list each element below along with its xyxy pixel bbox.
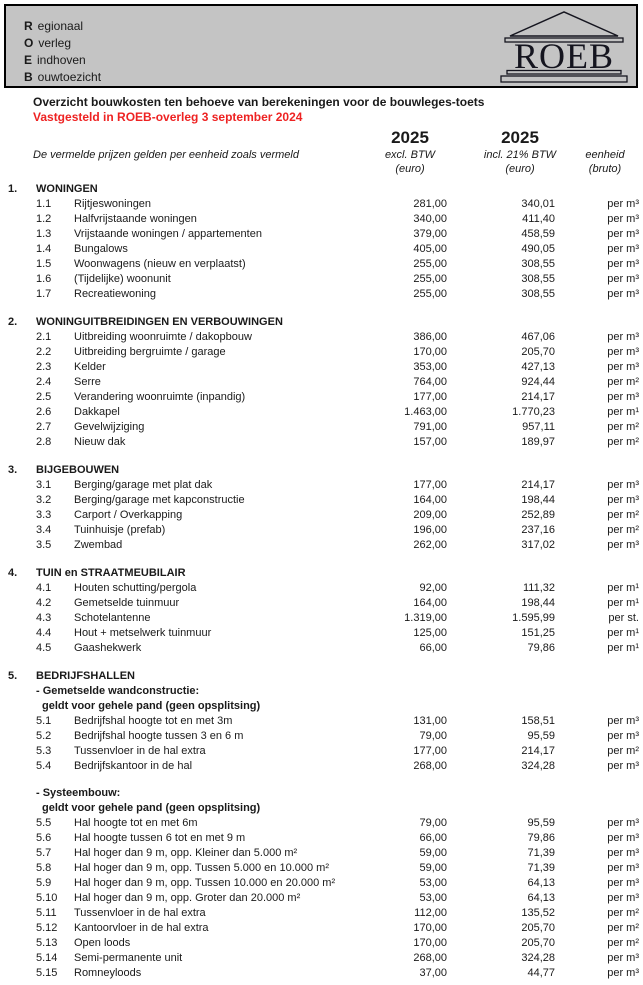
table-row bbox=[0, 420, 643, 435]
subsection-heading: - Gemetselde wandconstructie: bbox=[36, 685, 200, 697]
table-row bbox=[0, 523, 643, 538]
price-incl: 411,40 bbox=[522, 213, 555, 225]
price-incl: 1.770,23 bbox=[512, 406, 555, 418]
row-label: Semi-permanente unit bbox=[74, 952, 183, 964]
section-title: WONINGEN bbox=[36, 183, 98, 195]
row-unit: per m² bbox=[607, 937, 639, 949]
row-unit: per m³ bbox=[607, 198, 639, 210]
roeb-logo-icon bbox=[498, 10, 630, 84]
price-incl: 957,11 bbox=[522, 421, 555, 433]
row-number: 1.3 bbox=[36, 228, 52, 240]
table-row bbox=[0, 876, 643, 891]
col-incl-currency: (euro) bbox=[505, 163, 535, 175]
row-unit: per m² bbox=[607, 745, 639, 757]
price-excl: 379,00 bbox=[413, 228, 447, 240]
row-unit: per m³ bbox=[607, 832, 639, 844]
price-incl: 427,13 bbox=[521, 361, 555, 373]
row-label: Uitbreiding bergruimte / garage bbox=[74, 346, 226, 358]
row-unit: per m³ bbox=[607, 331, 639, 343]
row-number: 3.5 bbox=[36, 539, 52, 551]
row-unit: per m¹ bbox=[607, 597, 639, 609]
price-excl: 112,00 bbox=[414, 907, 447, 919]
col-excl-currency: (euro) bbox=[395, 163, 425, 175]
price-incl: 467,06 bbox=[521, 331, 555, 343]
table-row bbox=[0, 846, 643, 861]
price-excl: 164,00 bbox=[413, 494, 447, 506]
price-incl: 151,25 bbox=[521, 627, 555, 639]
price-excl: 177,00 bbox=[413, 479, 447, 491]
price-excl: 53,00 bbox=[419, 892, 447, 904]
price-incl: 1.595,99 bbox=[512, 612, 555, 624]
row-label: Uitbreiding woonruimte / dakopbouw bbox=[74, 331, 252, 343]
row-unit: per m² bbox=[607, 421, 639, 433]
row-label: Hal hoger dan 9 m, opp. Tussen 5.000 en 10.000 m² bbox=[74, 862, 329, 874]
row-number: 5.4 bbox=[36, 760, 52, 772]
section-tuin-straatmeubilair bbox=[0, 566, 643, 656]
table-row bbox=[0, 242, 643, 257]
section-title: BEDRIJFSHALLEN bbox=[36, 670, 136, 682]
section-number: 3. bbox=[8, 464, 18, 476]
row-label: Halfvrijstaande woningen bbox=[74, 213, 197, 225]
row-unit: per m³ bbox=[607, 715, 639, 727]
acronym-rest: egionaal bbox=[37, 19, 84, 33]
col-excl-year: 2025 bbox=[391, 128, 429, 147]
row-label: Nieuw dak bbox=[74, 436, 126, 448]
subsection-note: geldt voor gehele pand (geen opsplitsing) bbox=[42, 802, 261, 814]
table-row bbox=[0, 759, 643, 774]
table-row bbox=[0, 714, 643, 729]
row-unit: per m² bbox=[607, 907, 639, 919]
table-row bbox=[0, 966, 643, 981]
price-incl: 189,97 bbox=[521, 436, 555, 448]
table-row bbox=[0, 951, 643, 966]
section-header bbox=[0, 566, 643, 581]
price-incl: 340,01 bbox=[521, 198, 555, 210]
price-excl: 1.319,00 bbox=[404, 612, 447, 624]
col-unit-sub: (bruto) bbox=[588, 163, 622, 175]
row-label: Vrijstaande woningen / appartementen bbox=[74, 228, 262, 240]
acronym-rest: indhoven bbox=[37, 53, 86, 67]
row-number: 1.6 bbox=[36, 273, 52, 285]
row-unit: per m³ bbox=[607, 346, 639, 358]
row-label: Hal hoger dan 9 m, opp. Tussen 10.000 en 20.000 m² bbox=[74, 877, 336, 889]
row-number: 1.1 bbox=[36, 198, 52, 210]
row-label: Schotelantenne bbox=[74, 612, 151, 624]
table-row bbox=[0, 478, 643, 493]
price-incl: 79,86 bbox=[527, 642, 555, 654]
table-row bbox=[0, 831, 643, 846]
row-label: Dakkapel bbox=[74, 406, 120, 418]
table-row bbox=[0, 493, 643, 508]
row-number: 1.7 bbox=[36, 288, 52, 300]
price-excl: 268,00 bbox=[413, 952, 447, 964]
price-excl: 262,00 bbox=[413, 539, 447, 551]
row-number: 5.15 bbox=[36, 967, 58, 979]
row-unit: per m² bbox=[607, 436, 639, 448]
section-title: TUIN en STRAATMEUBILAIR bbox=[36, 567, 186, 579]
row-number: 5.1 bbox=[36, 715, 52, 727]
intro-note: De vermelde prijzen gelden per eenheid zoals vermeld bbox=[33, 149, 299, 161]
price-excl: 170,00 bbox=[413, 937, 447, 949]
price-incl: 490,05 bbox=[521, 243, 555, 255]
price-incl: 237,16 bbox=[521, 524, 555, 536]
row-label: Verandering woonruimte (inpandig) bbox=[74, 391, 246, 403]
row-unit: per m³ bbox=[607, 847, 639, 859]
price-excl: 53,00 bbox=[419, 877, 447, 889]
table-row bbox=[0, 936, 643, 951]
table-row bbox=[0, 272, 643, 287]
row-number: 2.4 bbox=[36, 376, 52, 388]
subsection-systeembouw bbox=[0, 786, 643, 981]
cost-table bbox=[0, 182, 643, 981]
row-label: Kantoorvloer in de hal extra bbox=[74, 922, 209, 934]
row-number: 5.13 bbox=[36, 937, 58, 949]
table-row bbox=[0, 626, 643, 641]
page-title: Overzicht bouwkosten ten behoeve van berekeningen voor de bouwleges-toets bbox=[33, 95, 485, 109]
price-excl: 255,00 bbox=[413, 273, 447, 285]
row-number: 1.5 bbox=[36, 258, 52, 270]
price-excl: 255,00 bbox=[413, 288, 447, 300]
section-header bbox=[0, 315, 643, 330]
price-excl: 340,00 bbox=[413, 213, 447, 225]
price-excl: 353,00 bbox=[413, 361, 447, 373]
row-unit: per m³ bbox=[607, 862, 639, 874]
price-incl: 324,28 bbox=[521, 760, 555, 772]
row-label: Hal hoogte tot en met 6m bbox=[74, 817, 198, 829]
row-unit: per m¹ bbox=[607, 582, 639, 594]
price-incl: 44,77 bbox=[527, 967, 555, 979]
row-unit: per m³ bbox=[607, 258, 639, 270]
row-label: (Tijdelijke) woonunit bbox=[74, 273, 171, 285]
row-unit: per m³ bbox=[607, 817, 639, 829]
row-number: 2.8 bbox=[36, 436, 52, 448]
table-row bbox=[0, 581, 643, 596]
row-number: 5.14 bbox=[36, 952, 58, 964]
price-excl: 92,00 bbox=[419, 582, 447, 594]
row-label: Tussenvloer in de hal extra bbox=[74, 745, 206, 757]
row-unit: per m² bbox=[607, 509, 639, 521]
table-row bbox=[0, 596, 643, 611]
subsection-heading: - Systeembouw: bbox=[36, 787, 121, 799]
section-header bbox=[0, 669, 643, 684]
row-number: 5.11 bbox=[36, 907, 57, 919]
table-row bbox=[0, 197, 643, 212]
row-label: Berging/garage met kapconstructie bbox=[74, 494, 245, 506]
price-incl: 317,02 bbox=[521, 539, 555, 551]
row-label: Gaashekwerk bbox=[74, 642, 142, 654]
price-excl: 131,00 bbox=[413, 715, 447, 727]
acronym-rest: ouwtoezicht bbox=[37, 70, 102, 84]
price-incl: 135,52 bbox=[521, 907, 555, 919]
table-row bbox=[0, 744, 643, 759]
price-excl: 405,00 bbox=[413, 243, 447, 255]
col-incl-label: incl. 21% BTW bbox=[483, 149, 557, 161]
row-label: Woonwagens (nieuw en verplaatst) bbox=[74, 258, 246, 270]
row-number: 2.1 bbox=[36, 331, 52, 343]
price-excl: 164,00 bbox=[413, 597, 447, 609]
row-unit: per st. bbox=[608, 612, 639, 624]
row-label: Recreatiewoning bbox=[74, 288, 156, 300]
table-row bbox=[0, 405, 643, 420]
row-unit: per m² bbox=[607, 922, 639, 934]
row-label: Houten schutting/pergola bbox=[74, 582, 197, 594]
price-incl: 205,70 bbox=[521, 922, 555, 934]
table-row bbox=[0, 345, 643, 360]
price-incl: 308,55 bbox=[521, 273, 555, 285]
price-excl: 255,00 bbox=[413, 258, 447, 270]
price-incl: 214,17 bbox=[521, 745, 555, 757]
price-incl: 198,44 bbox=[521, 494, 555, 506]
row-label: Zwembad bbox=[74, 539, 123, 551]
row-label: Hal hoger dan 9 m, opp. Kleiner dan 5.000 m² bbox=[74, 847, 298, 859]
row-label: Gemetselde tuinmuur bbox=[74, 597, 180, 609]
row-number: 5.10 bbox=[36, 892, 58, 904]
row-unit: per m³ bbox=[607, 479, 639, 491]
price-excl: 37,00 bbox=[419, 967, 447, 979]
table-row bbox=[0, 360, 643, 375]
acronym-initial: O bbox=[24, 36, 34, 50]
price-excl: 170,00 bbox=[413, 922, 447, 934]
row-label: Open loods bbox=[74, 937, 131, 949]
section-bijgebouwen bbox=[0, 463, 643, 553]
row-number: 2.6 bbox=[36, 406, 52, 418]
table-row bbox=[0, 611, 643, 626]
row-label: Bedrijfshal hoogte tussen 3 en 6 m bbox=[74, 730, 244, 742]
price-excl: 66,00 bbox=[419, 832, 447, 844]
section-header bbox=[0, 463, 643, 478]
price-incl: 924,44 bbox=[521, 376, 555, 388]
price-incl: 71,39 bbox=[527, 847, 555, 859]
price-excl: 764,00 bbox=[413, 376, 447, 388]
row-label: Rijtjeswoningen bbox=[74, 198, 152, 210]
row-unit: per m³ bbox=[607, 892, 639, 904]
table-row bbox=[0, 508, 643, 523]
section-title: BIJGEBOUWEN bbox=[36, 464, 120, 476]
row-number: 5.6 bbox=[36, 832, 52, 844]
price-excl: 157,00 bbox=[413, 436, 447, 448]
row-label: Tussenvloer in de hal extra bbox=[74, 907, 206, 919]
row-label: Kelder bbox=[74, 361, 106, 373]
col-incl-year: 2025 bbox=[501, 128, 539, 147]
price-excl: 281,00 bbox=[413, 198, 447, 210]
letterhead-box bbox=[4, 4, 638, 88]
price-incl: 198,44 bbox=[521, 597, 555, 609]
price-incl: 158,51 bbox=[521, 715, 555, 727]
table-row bbox=[0, 212, 643, 227]
row-number: 5.12 bbox=[36, 922, 58, 934]
section-header bbox=[0, 182, 643, 197]
row-unit: per m³ bbox=[607, 213, 639, 225]
row-label: Carport / Overkapping bbox=[74, 509, 183, 521]
price-excl: 177,00 bbox=[413, 391, 447, 403]
row-number: 4.1 bbox=[36, 582, 52, 594]
section-number: 2. bbox=[8, 316, 18, 328]
row-label: Berging/garage met plat dak bbox=[74, 479, 213, 491]
table-row bbox=[0, 330, 643, 345]
column-header bbox=[0, 128, 643, 182]
price-excl: 196,00 bbox=[413, 524, 447, 536]
table-row bbox=[0, 861, 643, 876]
price-excl: 79,00 bbox=[419, 730, 447, 742]
price-excl: 79,00 bbox=[419, 817, 447, 829]
row-number: 4.2 bbox=[36, 597, 52, 609]
row-unit: per m³ bbox=[607, 877, 639, 889]
price-excl: 386,00 bbox=[413, 331, 447, 343]
subsection-note: geldt voor gehele pand (geen opsplitsing) bbox=[42, 700, 261, 712]
table-row bbox=[0, 390, 643, 405]
row-number: 5.8 bbox=[36, 862, 52, 874]
row-number: 2.2 bbox=[36, 346, 52, 358]
price-excl: 791,00 bbox=[413, 421, 447, 433]
row-label: Tuinhuisje (prefab) bbox=[74, 524, 166, 536]
price-incl: 308,55 bbox=[521, 258, 555, 270]
table-row bbox=[0, 921, 643, 936]
acronym-initial: B bbox=[24, 70, 33, 84]
price-incl: 252,89 bbox=[521, 509, 555, 521]
row-label: Bungalows bbox=[74, 243, 128, 255]
row-number: 5.9 bbox=[36, 877, 52, 889]
row-number: 3.4 bbox=[36, 524, 52, 536]
col-excl-label: excl. BTW bbox=[384, 149, 436, 161]
price-incl: 214,17 bbox=[521, 479, 555, 491]
row-number: 2.3 bbox=[36, 361, 52, 373]
row-label: Hout + metselwerk tuinmuur bbox=[74, 627, 212, 639]
acronym-initial: R bbox=[24, 19, 33, 33]
price-excl: 59,00 bbox=[419, 847, 447, 859]
roeb-logo-text: ROEB bbox=[513, 36, 615, 76]
row-unit: per m³ bbox=[607, 967, 639, 979]
row-number: 1.2 bbox=[36, 213, 52, 225]
table-row bbox=[0, 287, 643, 302]
price-excl: 209,00 bbox=[413, 509, 447, 521]
price-excl: 125,00 bbox=[413, 627, 447, 639]
row-unit: per m³ bbox=[607, 228, 639, 240]
subsection-gemetselde-wandconstructie bbox=[0, 684, 643, 774]
price-incl: 214,17 bbox=[521, 391, 555, 403]
row-unit: per m³ bbox=[607, 494, 639, 506]
price-excl: 59,00 bbox=[419, 862, 447, 874]
table-row bbox=[0, 816, 643, 831]
table-row bbox=[0, 257, 643, 272]
row-unit: per m¹ bbox=[607, 642, 639, 654]
row-number: 5.7 bbox=[36, 847, 52, 859]
row-unit: per m² bbox=[607, 524, 639, 536]
price-incl: 95,59 bbox=[527, 730, 555, 742]
row-label: Hal hoger dan 9 m, opp. Groter dan 20.000 m² bbox=[74, 892, 301, 904]
price-excl: 177,00 bbox=[413, 745, 447, 757]
row-unit: per m³ bbox=[607, 361, 639, 373]
row-label: Bedrijfshal hoogte tot en met 3m bbox=[74, 715, 233, 727]
table-row bbox=[0, 729, 643, 744]
price-incl: 205,70 bbox=[521, 937, 555, 949]
section-number: 5. bbox=[8, 670, 18, 682]
price-incl: 71,39 bbox=[527, 862, 555, 874]
table-row bbox=[0, 641, 643, 656]
row-label: Hal hoogte tussen 6 tot en met 9 m bbox=[74, 832, 246, 844]
row-unit: per m³ bbox=[607, 952, 639, 964]
row-number: 4.4 bbox=[36, 627, 52, 639]
price-incl: 95,59 bbox=[527, 817, 555, 829]
row-number: 5.2 bbox=[36, 730, 52, 742]
row-unit: per m³ bbox=[607, 730, 639, 742]
row-number: 4.3 bbox=[36, 612, 52, 624]
row-number: 5.3 bbox=[36, 745, 52, 757]
table-row bbox=[0, 435, 643, 450]
section-bedrijfshallen bbox=[0, 669, 643, 981]
row-number: 2.5 bbox=[36, 391, 52, 403]
acronym-rest: verleg bbox=[38, 36, 72, 50]
section-number: 4. bbox=[8, 567, 18, 579]
row-unit: per m¹ bbox=[607, 406, 639, 418]
row-number: 3.3 bbox=[36, 509, 52, 521]
price-incl: 324,28 bbox=[521, 952, 555, 964]
price-incl: 111,32 bbox=[522, 582, 555, 594]
price-incl: 79,86 bbox=[527, 832, 555, 844]
section-title: WONINGUITBREIDINGEN EN VERBOUWINGEN bbox=[36, 316, 283, 328]
table-row bbox=[0, 375, 643, 390]
price-incl: 64,13 bbox=[527, 877, 555, 889]
row-label: Serre bbox=[74, 376, 101, 388]
row-unit: per m² bbox=[607, 376, 639, 388]
price-incl: 308,55 bbox=[521, 288, 555, 300]
acronym-initial: E bbox=[24, 53, 33, 67]
price-incl: 64,13 bbox=[527, 892, 555, 904]
col-unit-header bbox=[535, 148, 643, 176]
row-unit: per m³ bbox=[607, 273, 639, 285]
subtitle-red: Vastgesteld in ROEB-overleg 3 september 2024 bbox=[33, 110, 303, 124]
row-number: 3.1 bbox=[36, 479, 52, 491]
price-incl: 458,59 bbox=[521, 228, 555, 240]
row-number: 3.2 bbox=[36, 494, 52, 506]
row-unit: per m³ bbox=[607, 760, 639, 772]
row-unit: per m³ bbox=[607, 243, 639, 255]
section-woninguitbreidingen bbox=[0, 315, 643, 450]
table-row bbox=[0, 538, 643, 553]
price-incl: 205,70 bbox=[521, 346, 555, 358]
row-number: 5.5 bbox=[36, 817, 52, 829]
table-row bbox=[0, 906, 643, 921]
price-excl: 268,00 bbox=[413, 760, 447, 772]
row-label: Bedrijfskantoor in de hal bbox=[74, 760, 193, 772]
col-unit-label: eenheid bbox=[585, 149, 625, 161]
row-number: 2.7 bbox=[36, 421, 52, 433]
row-unit: per m³ bbox=[607, 391, 639, 403]
row-label: Gevelwijziging bbox=[74, 421, 145, 433]
price-excl: 170,00 bbox=[413, 346, 447, 358]
row-unit: per m³ bbox=[607, 288, 639, 300]
section-woningen bbox=[0, 182, 643, 302]
price-excl: 1.463,00 bbox=[404, 406, 447, 418]
section-number: 1. bbox=[8, 183, 18, 195]
row-number: 4.5 bbox=[36, 642, 52, 654]
row-unit: per m¹ bbox=[607, 627, 639, 639]
row-label: Romneyloods bbox=[74, 967, 142, 979]
table-row bbox=[0, 227, 643, 242]
price-excl: 66,00 bbox=[419, 642, 447, 654]
table-row bbox=[0, 891, 643, 906]
row-unit: per m³ bbox=[607, 539, 639, 551]
row-number: 1.4 bbox=[36, 243, 52, 255]
